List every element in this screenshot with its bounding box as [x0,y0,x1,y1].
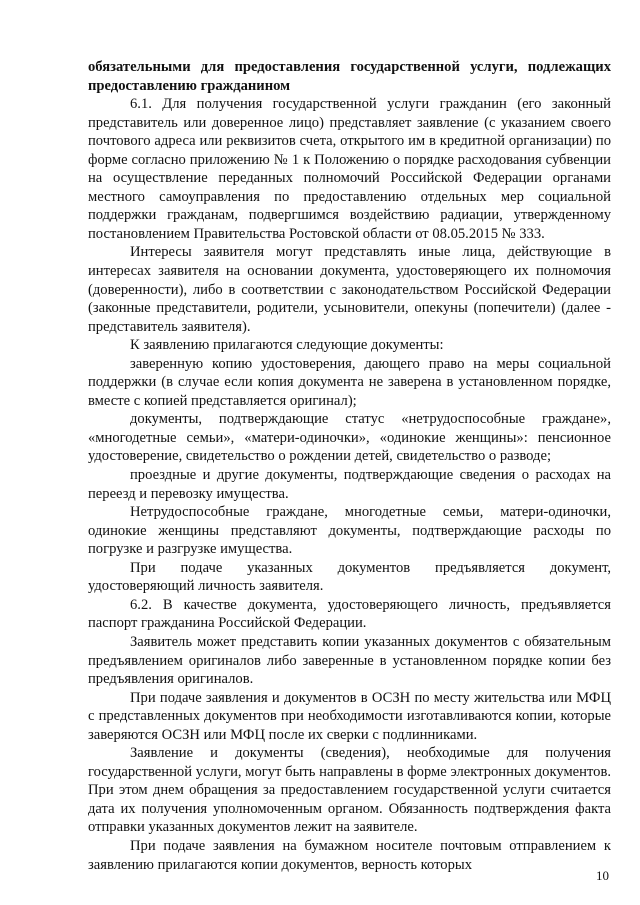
paragraph-identity-document: При подаче указанных документов предъявляется документ, удостоверяющий личность заявителя. [88,559,611,595]
paragraph-6-2: 6.2. В качестве документа, удостоверяющего личность, предъявляется паспорт гражданина Российской Федерации. [88,596,611,632]
page-number: 10 [596,868,609,883]
paragraph-loading-expenses: Нетрудоспособные граждане, многодетные семьи, матери-одиночки, одинокие женщины представляют документы, подтверждающие расходы по погрузке и разгрузке имущества. [88,504,611,558]
paragraph-representatives: Интересы заявителя могут представлять иные лица, действующие в интересах заявителя на основании документа, удостоверяющего их полномочия (доверенности), либо в соответствии с законодательством Российской Федерации (законные представители, родители, усыновители, опекуны (попечители) (далее - представитель заявителя). [88,244,611,335]
paragraph-electronic: Заявление и документы (сведения), необходимые для получения государственной услуги, могут быть направлены в форме электронных документов. При этом днем обращения за предоставлением государственной услуги считается дата их получения уполномоченным органом. Обязанность подтверждения факта отправки указанных документов лежит на заявителе. [88,745,611,836]
paragraph-status-documents: документы, подтверждающие статус «нетрудоспособные граждане», «многодетные семьи», «матери-одиночки», «одинокие женщины»: пенсионное удостоверение, свидетельство о рождении детей, свидетельство о разводе; [88,411,611,465]
paragraph-oszn-mfc: При подаче заявления и документов в ОСЗН по месту жительства или МФЦ с представленных документов при необходимости изготавливаются копии, которые заверяются ОСЗН или МФЦ после их сверки с подлинниками. [88,689,611,743]
paragraph-travel-documents: проездные и другие документы, подтверждающие сведения о расходах на переезд и перевозку имущества. [88,467,611,502]
document-page [88,58,611,874]
paragraph-attachments-intro: К заявлению прилагаются следующие документы: [130,337,444,354]
paragraph-certificate-copy: заверенную копию удостоверения, дающего право на меры социальной поддержки (в случае если копия документа не заверена в установленном порядке, вместе с копией представляется оригинал); [88,355,611,409]
paragraph-6-1: 6.1. Для получения государственной услуги гражданин (его законный представитель или доверенное лицо) представляет заявление (с указанием своего почтового адреса или реквизитов счета, открытого им в кредитной организации) по форме согласно приложению № 1 к Положению о порядке расходования субвенции на осуществление переданных полномочий Российской Федерации органами местного самоуправления по предоставлению отдельных мер социальной поддержки гражданам, подвергшимся воздействию радиации, утвержденному постановлением Правительства Ростовской области от 08.05.2015 № 333. [88,96,611,242]
paragraph-postal: При подаче заявления на бумажном носителе почтовым отправлением к заявлению прилагаются копии документов, верность которых [88,837,611,873]
paragraph-copies: Заявитель может представить копии указанных документов с обязательным предъявлением оригиналов либо заверенные в установленном порядке копии без предъявления оригиналов. [88,633,611,688]
section-heading: обязательными для предоставления государственной услуги, подлежащих предоставлению гражданином [88,59,611,94]
